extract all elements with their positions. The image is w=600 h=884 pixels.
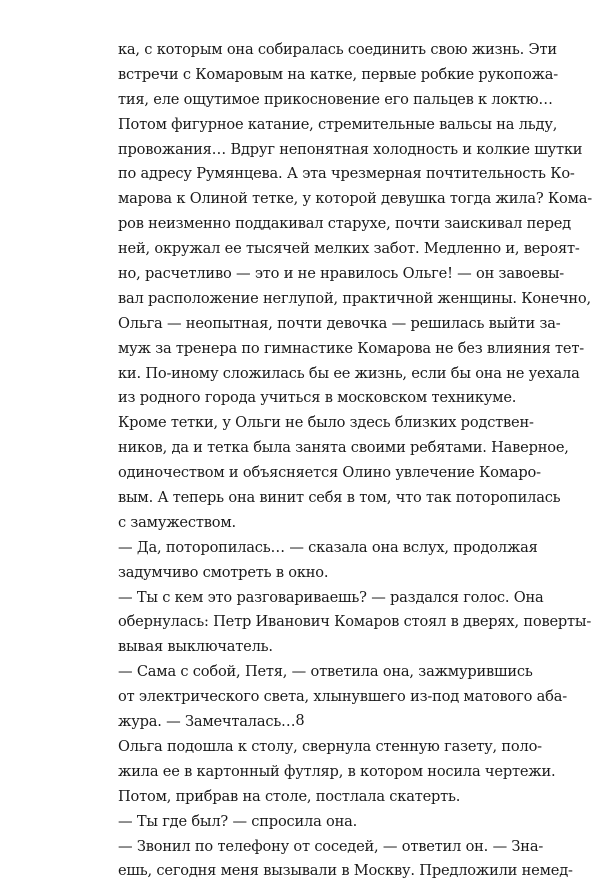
text-line: вал расположение неглупой, практичной женщины. Конечно,	[118, 289, 591, 307]
text-line: с замужеством.	[118, 513, 236, 531]
text-line: ки. По-иному сложилась бы ее жизнь, если бы она не уехала	[118, 364, 580, 382]
text-line: из родного города учиться в московском техникуме.	[118, 389, 517, 407]
text-line: Кроме тетки, у Ольги не было здесь близких родствен-	[118, 414, 534, 432]
text-line: вывая выключатель.	[118, 638, 273, 656]
text-line: ней, окружал ее тысячей мелких забот. Медленно и, вероят-	[118, 240, 580, 258]
text-line: — Звонил по телефону от соседей, — ответил он. — Зна-	[118, 837, 544, 855]
text-line: обернулась: Петр Иванович Комаров стоял в дверях, поверты-	[118, 613, 592, 631]
text-line: Потом, прибрав на столе, постлала скатерть.	[118, 787, 461, 805]
page-number: 8	[295, 712, 305, 729]
text-line: провожания… Вдруг непонятная холодность и колкие шутки	[118, 140, 583, 158]
text-line: по адресу Румянцева. А эта чрезмерная почтительность Ко-	[118, 165, 575, 183]
text-line: но, расчетливо — это и не нравилось Ольге! — он завоевы-	[118, 265, 565, 283]
text-line: вым. А теперь она винит себя в том, что так поторопилась	[118, 489, 561, 507]
text-line: одиночеством и объясняется Олино увлечение Комаро-	[118, 464, 541, 482]
text-line: Ольга подошла к столу, свернула стенную газету, поло-	[118, 737, 542, 755]
text-line: встречи с Комаровым на катке, первые робкие рукопожа-	[118, 65, 559, 83]
text-line: — Сама с собой, Петя, — ответила она, зажмурившись	[118, 663, 533, 681]
text-line: марова к Олиной тетке, у которой девушка тогда жила? Кома-	[118, 190, 592, 208]
text-line: ров неизменно поддакивал старухе, почти заискивал перед	[118, 215, 571, 233]
text-line: ка, с которым она собиралась соединить свою жизнь. Эти	[118, 41, 557, 58]
text-line: Ольга — неопытная, почти девочка — решилась выйти за-	[118, 314, 561, 332]
text-line: тия, еле ощутимое прикосновение его пальцев к локтю…	[118, 90, 553, 108]
text-line: Потом фигурное катание, стремительные вальсы на льду,	[118, 115, 558, 133]
text-line: задумчиво смотреть в окно.	[118, 563, 329, 581]
text-line: от электрического света, хлынувшего из-под матового аба-	[118, 688, 567, 706]
text-line: жила ее в картонный футляр, в котором носила чертежи.	[118, 762, 556, 780]
text-line: — Да, поторопилась… — сказала она вслух, продолжая	[118, 538, 538, 556]
text-line: журa. — Замечталась…	[118, 713, 296, 731]
text-line: — Ты где был? — спросила она.	[118, 812, 358, 830]
text-line: ников, да и тетка была занята своими ребятами. Наверное,	[118, 439, 569, 457]
text-line: — Ты с кем это разговариваешь? — раздался голос. Она	[118, 588, 544, 606]
body-text	[118, 38, 592, 884]
text-line: ешь, сегодня меня вызывали в Москву. Предложили немед-	[118, 862, 573, 880]
text-line: муж за тренера по гимнастике Комарова не без влияния тет-	[118, 339, 584, 357]
